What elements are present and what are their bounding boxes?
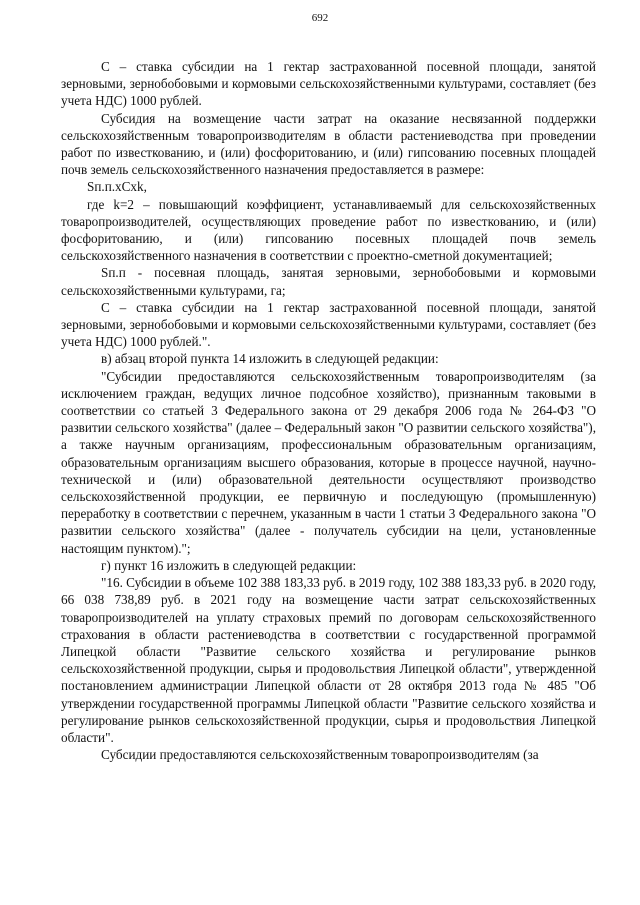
- page-number: 692: [311, 12, 329, 24]
- paragraph-sown-area: Sп.п - посевная площадь, занятая зерновыми, зернобобовыми и кормовыми сельскохозяйственными культурами, га;: [61, 265, 596, 298]
- paragraph-rate-c-repeat: С – ставка субсидии на 1 гектар застрахованной посевной площади, занятой зерновыми, зернобобовыми и кормовыми сельскохозяйственными культурами, составляет (без учета НДС) 1000 рублей.".: [61, 299, 596, 350]
- paragraph-subsidy-liming: Субсидия на возмещение части затрат на оказание несвязанной поддержки сельскохозяйственным товаропроизводителям в области растениеводства при проведении работ по известкованию, и (или) фосфоритованию, и (или) гипсованию посевных площадей почв земель сельскохозяйственного назначения предоставляется в размере:: [61, 110, 596, 178]
- paragraph-formula: Sп.п.хСхk,: [87, 179, 147, 195]
- paragraph-coefficient-k: где k=2 – повышающий коэффициент, устанавливаемый для сельскохозяйственных товаропроизводителей, осуществляющих проведение работ по известкованию, и (или) фосфоритованию, и (или) гипсованию посевных площадей почв земель сельскохозяйственного назначения в соответствии с проектно-сметной документацией;: [61, 196, 596, 264]
- paragraph-point-16: "16. Субсидии в объеме 102 388 183,33 руб. в 2019 году, 102 388 183,33 руб. в 2020 году, 66 038 738,89 руб. в 2021 году на возмещение части затрат сельскохозяйственных товаропроизводителей на уплату страховых премий по договорам сельскохозяйственного страхования в области растениеводства в соответствии с государственной программой Липецкой области "Развитие сельского хозяйства и регулирование рынков сельскохозяйственной продукции, сырья и продовольствия Липецкой области", утвержденной постановлением администрации Липецкой области от 28 октября 2013 года № 485 "Об утверждении государственной программы Липецкой области "Развитие сельского хозяйства и регулирование рынков сельскохозяйственной продукции, сырья и продовольствия Липецкой области".: [61, 575, 597, 745]
- paragraph-subsidies-provided: Субсидии предоставляются сельскохозяйственным товаропроизводителям (за: [101, 747, 539, 763]
- paragraph-item-v: в) абзац второй пункта 14 изложить в следующей редакции:: [101, 351, 439, 367]
- paragraph-recipients: "Субсидии предоставляются сельскохозяйственным товаропроизводителям (за исключением граждан, ведущих личное подсобное хозяйство), признанным таковыми в соответствии со статьей 3 Федерального закона от 29 декабря 2006 года № 264-ФЗ "О развитии сельского хозяйства" (далее – Федеральный закон "О развитии сельского хозяйства"), а также научным организациям, профессиональным образовательным организациям, образовательным организациям высшего образования, которые в процессе научной, научно-технической и (или) образовательной деятельности осуществляют производство сельскохозяйственной продукции, ее первичную и последующую (промышленную) переработку в соответствии с перечнем, указанным в части 1 статьи 3 Федерального закона "О развитии сельского хозяйства" (далее - получатель субсидии на цели, установленные настоящим пунктом).";: [61, 368, 596, 556]
- paragraph-item-g: г) пункт 16 изложить в следующей редакции:: [101, 557, 357, 573]
- paragraph-rate-c: С – ставка субсидии на 1 гектар застрахованной посевной площади, занятой зерновыми, зернобобовыми и кормовыми сельскохозяйственными культурами, составляет (без учета НДС) 1000 рублей.: [61, 59, 596, 109]
- document-body: [61, 58, 596, 763]
